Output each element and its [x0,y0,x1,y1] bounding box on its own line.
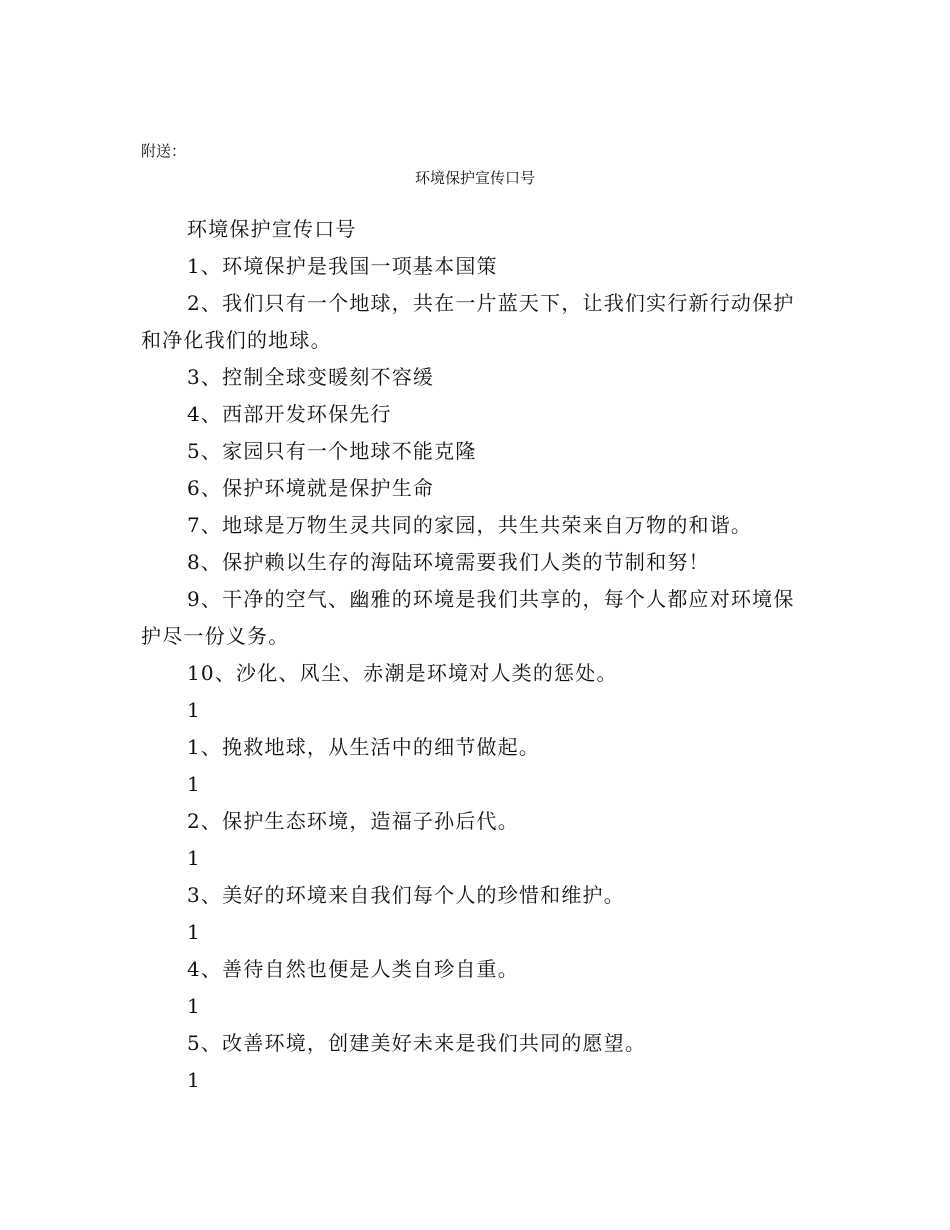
section-number: 1 [187,846,201,870]
section-number: 1 [187,920,201,944]
paragraph: 6、保护环境就是保护生命 [187,476,435,500]
section-number: 1 [187,994,201,1018]
document-prefix: 附送： [141,142,187,160]
paragraph: 9、干净的空气、幽雅的环境是我们共享的，每个人都应对环境保护尽一份义务。 [141,587,795,648]
paragraph: 1、环境保护是我国一项基本国策 [187,254,498,278]
section-number: 1 [187,698,201,722]
paragraph: 4、西部开发环保先行 [187,402,392,426]
paragraph: 5、改善环境，创建美好未来是我们共同的愿望。 [187,1031,647,1055]
paragraph: 1、挽救地球，从生活中的细节做起。 [187,735,541,759]
paragraph: 7、地球是万物生灵共同的家园，共生共荣来自万物的和谐。 [187,513,753,537]
paragraph: 3、控制全球变暖刻不容缓 [187,365,435,389]
section-number: 1 [187,772,201,796]
section-number: 1 [187,1068,201,1092]
paragraph: 5、家园只有一个地球不能克隆 [187,439,477,463]
paragraph: 3、美好的环境来自我们每个人的珍惜和维护。 [187,883,625,907]
paragraph: 10、沙化、风尘、赤潮是环境对人类的惩处。 [187,661,618,685]
paragraph: 2、我们只有一个地球，共在一片蓝天下，让我们实行新行动保护和净化我们的地球。 [141,291,795,352]
paragraph: 2、保护生态环境，造福子孙后代。 [187,809,519,833]
document-title: 环境保护宣传口号 [414,169,535,187]
document-body [141,211,813,1099]
paragraph-heading: 环境保护宣传口号 [187,217,357,241]
paragraph: 4、善待自然也便是人类自珍自重。 [187,957,519,981]
paragraph: 8、保护赖以生存的海陆环境需要我们人类的节制和努！ [187,550,710,574]
